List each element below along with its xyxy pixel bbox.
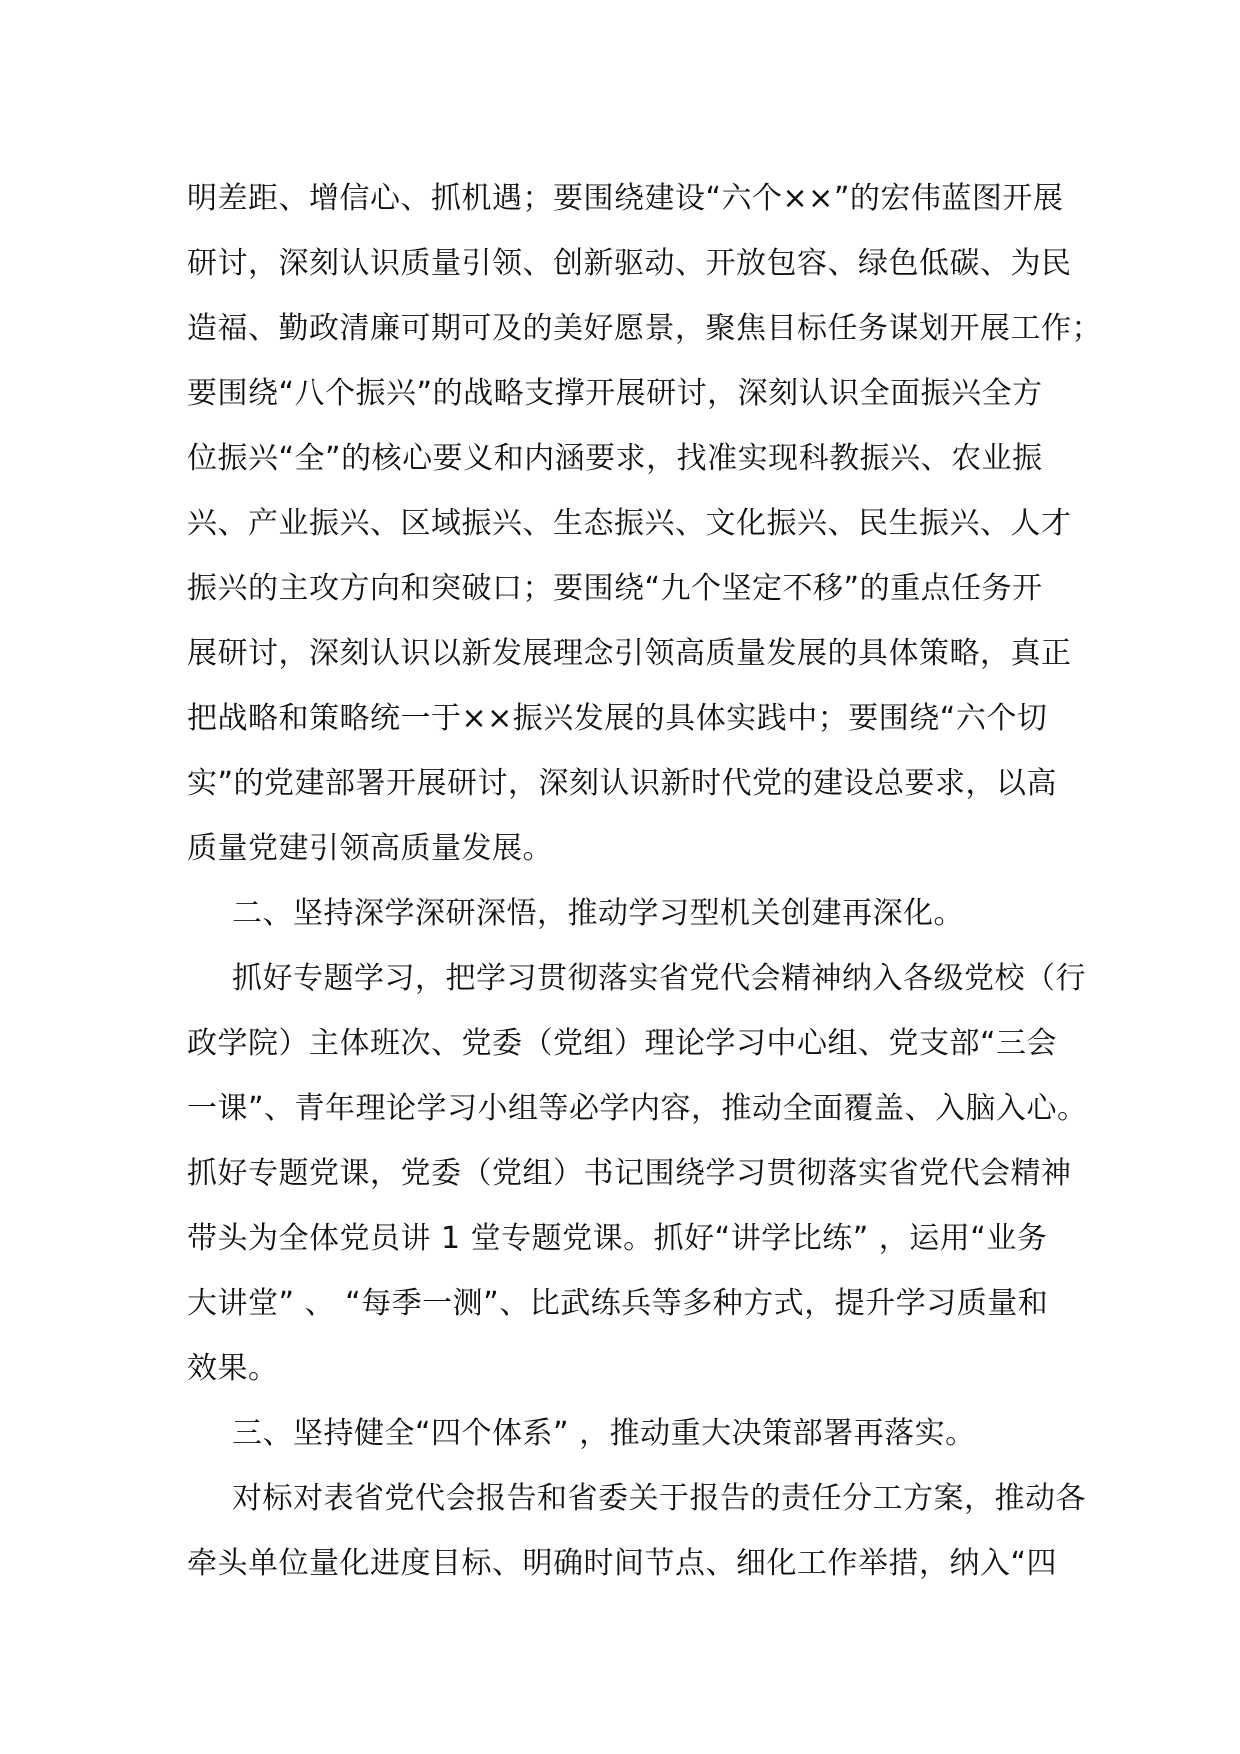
text-line: 质量党建引领高质量发展。 bbox=[187, 831, 553, 866]
text-line: 带头为全体党员讲 1 堂专题党课。抓好“讲学比练” ，运用“业务 bbox=[187, 1221, 1048, 1256]
document-body bbox=[187, 166, 1102, 1596]
text-line: 振兴的主攻方向和突破口；要围绕“九个坚定不移”的重点任务开 bbox=[187, 571, 1043, 606]
text-line: 把战略和策略统一于××振兴发展的具体实践中；要围绕“六个切 bbox=[187, 701, 1048, 736]
text-line: 对标对表省党代会报告和省委关于报告的责任分工方案，推动各 bbox=[232, 1481, 1086, 1516]
text-line: 二、坚持深学深研深悟，推动学习型机关创建再深化。 bbox=[232, 896, 964, 931]
text-line: 三、坚持健全“四个体系” ，推动重大决策部署再落实。 bbox=[232, 1416, 976, 1451]
text-line: 造福、勤政清廉可期可及的美好愿景，聚焦目标任务谋划开展工作； bbox=[187, 311, 1102, 346]
text-line: 位振兴“全”的核心要义和内涵要求，找准实现科教振兴、农业振 bbox=[187, 441, 1043, 476]
text-line: 抓好专题党课，党委（党组）书记围绕学习贯彻落实省党代会精神 bbox=[187, 1156, 1072, 1191]
text-line: 实”的党建部署开展研讨，深刻认识新时代党的建设总要求，以高 bbox=[187, 766, 1058, 801]
text-line: 效果。 bbox=[187, 1351, 279, 1386]
text-line: 展研讨，深刻认识以新发展理念引领高质量发展的具体策略，真正 bbox=[187, 636, 1072, 671]
text-line: 牵头单位量化进度目标、明确时间节点、细化工作举措，纳入“四 bbox=[187, 1546, 1058, 1581]
text-line: 明差距、增信心、抓机遇；要围绕建设“六个××”的宏伟蓝图开展 bbox=[187, 181, 1064, 216]
text-line: 大讲堂” 、 “每季一测”、比武练兵等多种方式，提升学习质量和 bbox=[187, 1286, 1049, 1321]
text-line: 政学院）主体班次、党委（党组）理论学习中心组、党支部“三会 bbox=[187, 1026, 1058, 1061]
text-line: 一课”、青年理论学习小组等必学内容，推动全面覆盖、入脑入心。 bbox=[187, 1091, 1088, 1126]
text-line: 抓好专题学习，把学习贯彻落实省党代会精神纳入各级党校（行 bbox=[232, 961, 1086, 996]
text-line: 研讨，深刻认识质量引领、创新驱动、开放包容、绿色低碳、为民 bbox=[187, 246, 1072, 281]
text-line: 要围绕“八个振兴”的战略支撑开展研讨，深刻认识全面振兴全方 bbox=[187, 376, 1043, 411]
text-line: 兴、产业振兴、区域振兴、生态振兴、文化振兴、民生振兴、人才 bbox=[187, 506, 1072, 541]
